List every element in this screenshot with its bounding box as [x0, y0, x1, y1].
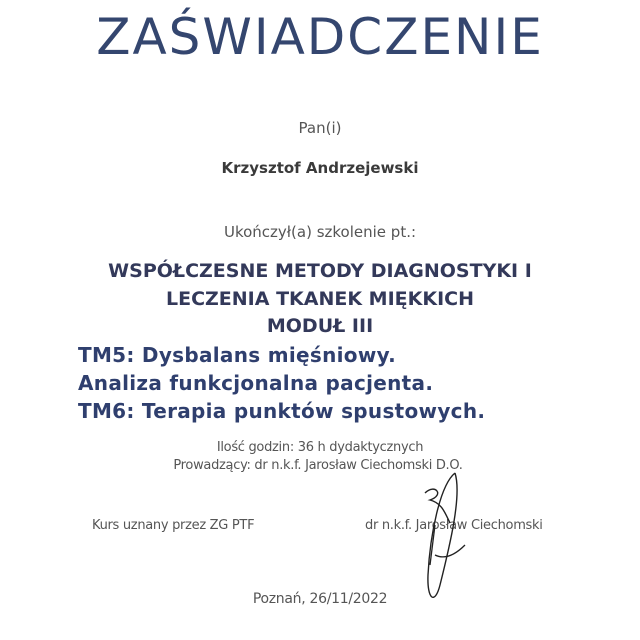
place-date: Poznań, 26/11/2022 [252, 591, 388, 607]
handwritten-signature [400, 465, 480, 605]
course-title-line: WSPÓŁCZESNE METODY DIAGNOSTYKI I [108, 260, 532, 282]
salutation: Pan(i) [298, 119, 342, 137]
course-module: MODUŁ III [266, 315, 374, 337]
recipient-name: Krzysztof Andrzejewski [221, 159, 419, 177]
signatory-name: dr n.k.f. Jarosław Ciechomski [365, 518, 543, 533]
document-title: ZAŚWIADCZENIE [96, 8, 544, 66]
topic-line: TM6: Terapia punktów spustowych. [78, 399, 486, 423]
recognition-text: Kurs uznany przez ZG PTF [92, 518, 255, 533]
hours-text: Ilość godzin: 36 h dydaktycznych [216, 440, 424, 455]
topic-line: Analiza funkcjonalna pacjenta. [78, 371, 434, 395]
completed-text: Ukończył(a) szkolenie pt.: [223, 223, 417, 241]
topic-line: TM5: Dysbalans mięśniowy. [78, 343, 397, 367]
instructor-text: Prowadzący: dr n.k.f. Jarosław Ciechomski D.O. [173, 458, 463, 473]
course-title-line: LECZENIA TKANEK MIĘKKICH [166, 288, 474, 310]
